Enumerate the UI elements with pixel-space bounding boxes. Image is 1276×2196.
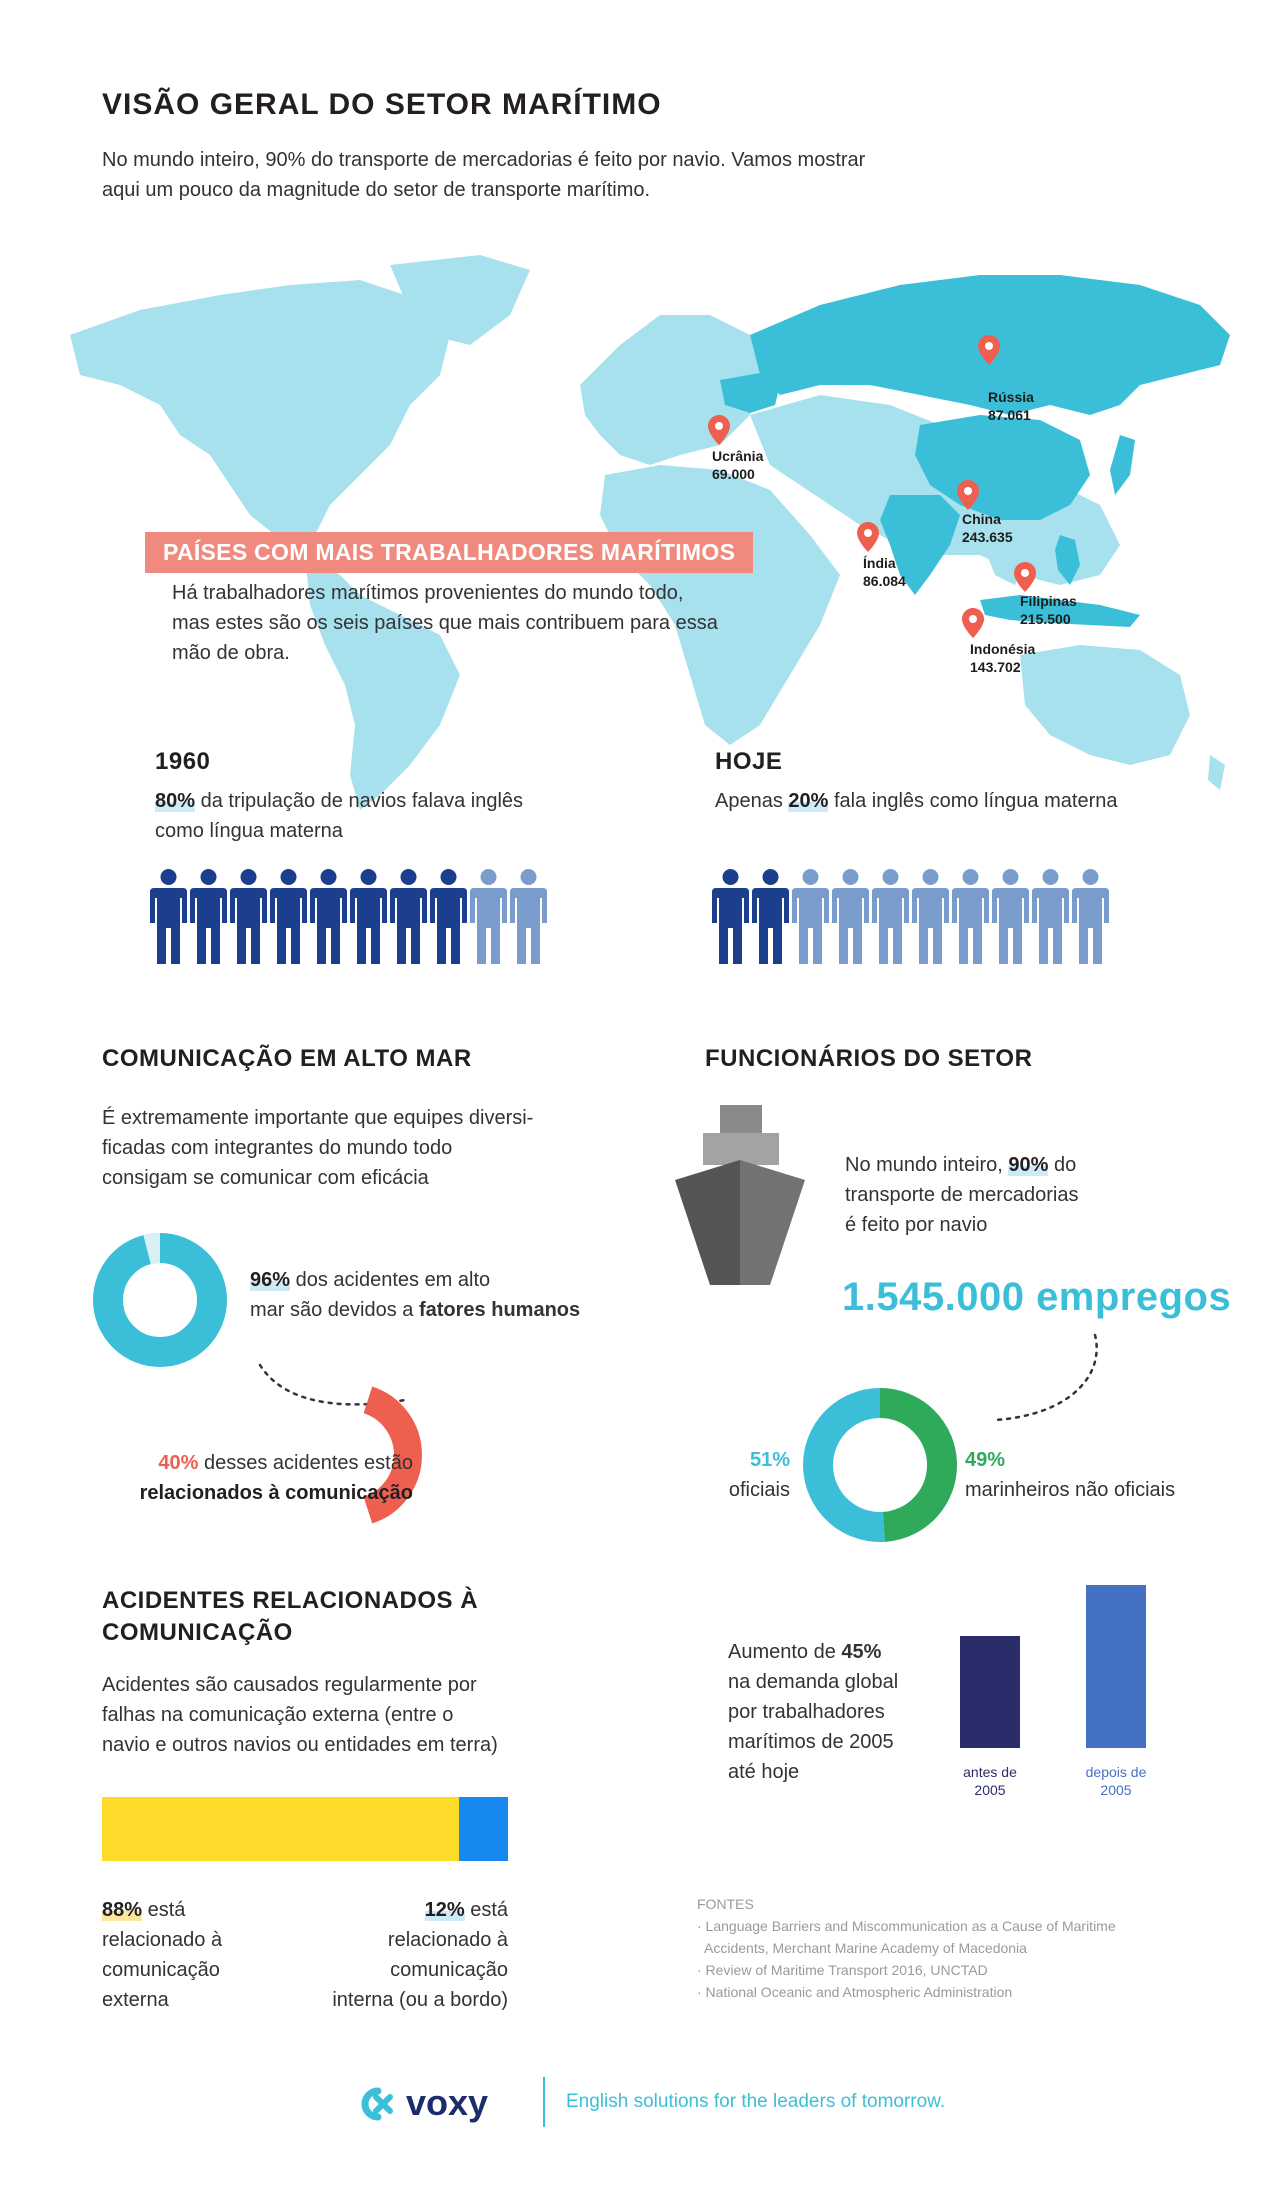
acc-desc-line: Acidentes são causados regularmente por: [102, 1674, 477, 1696]
emp-line: transporte de mercadorias: [845, 1184, 1079, 1206]
dotted-connector: [990, 1330, 1110, 1430]
year-1960-heading: 1960: [155, 748, 211, 775]
person-icon: [992, 868, 1029, 964]
country-value: 243.635: [962, 529, 1013, 545]
person-icon: [390, 868, 427, 964]
country-name: Rússia: [988, 389, 1034, 405]
external-text: [102, 1895, 222, 2015]
land-new-zealand: [1208, 755, 1225, 790]
pct-20: 20%: [788, 790, 829, 812]
communication-title: COMUNICAÇÃO EM ALTO MAR: [102, 1045, 472, 1072]
int-line: interna (ou a bordo): [332, 1989, 508, 2011]
demand-line: Aumento de: [728, 1641, 842, 1663]
brand-name: voxy: [406, 2082, 489, 2123]
footer-divider: [543, 2077, 545, 2127]
map-description: [172, 578, 718, 668]
today-heading: HOJE: [715, 748, 783, 775]
human-line: mar são devidos a: [250, 1299, 419, 1321]
emp-line: do: [1048, 1154, 1077, 1176]
comm-desc-line: consigam se comunicar com eficácia: [102, 1167, 429, 1189]
acc-desc-line: navio e outros navios ou entidades em terra): [102, 1734, 498, 1756]
person-icon: [310, 868, 347, 964]
human-factors-donut: [90, 1230, 230, 1370]
map-desc-line: Há trabalhadores marítimos provenientes do mundo todo,: [172, 582, 684, 604]
person-icon: [792, 868, 829, 964]
map-desc-line: mão de obra.: [172, 642, 290, 664]
accidents-description: [102, 1670, 498, 1760]
officers-donut: [800, 1385, 960, 1545]
employees-description: [845, 1150, 1078, 1240]
int-line: está: [464, 1899, 508, 1921]
people-row-1960: [150, 868, 550, 969]
comm-desc-line: ficadas com integrantes do mundo todo: [102, 1137, 453, 1159]
person-icon: [1032, 868, 1069, 964]
pct-90: 90%: [1008, 1154, 1049, 1176]
external-internal-bar: [102, 1797, 508, 1861]
country-name: Índia: [863, 555, 896, 571]
pct-51: 51%: [749, 1449, 790, 1471]
map-pin-icon: [1014, 562, 1036, 592]
internal-text: [290, 1895, 508, 2015]
human-bold: fatores humanos: [418, 1299, 581, 1321]
people-row-today: [712, 868, 1112, 969]
accidents-title: [102, 1585, 478, 1649]
language-1960-line: como língua materna: [155, 820, 343, 842]
pct-80: 80%: [155, 790, 196, 812]
comm-desc-line: É extremamente importante que equipes diversi-: [102, 1107, 534, 1129]
country-name: Filipinas: [1020, 593, 1077, 609]
jobs-count: 1.545.000 empregos: [842, 1275, 1232, 1319]
person-icon: [1072, 868, 1109, 964]
sailors-segment: [880, 1403, 942, 1527]
int-line: comunicação: [390, 1959, 508, 1981]
person-icon: [430, 868, 467, 964]
demand-bar-chart: [960, 1585, 1160, 1748]
bar-label-line: depois de: [1085, 1764, 1147, 1780]
country-name: Indonésia: [970, 641, 1036, 657]
pct-40: 40%: [158, 1452, 199, 1474]
ext-line: comunicação: [102, 1959, 220, 1981]
demand-line: até hoje: [728, 1761, 800, 1783]
map-pin-icon: [957, 480, 979, 510]
emp-line: é feito por navio: [845, 1214, 988, 1236]
demand-line: por trabalhadores: [728, 1701, 885, 1723]
person-icon: [832, 868, 869, 964]
bar-label-line: antes de: [963, 1764, 1017, 1780]
country-value: 87.061: [988, 407, 1031, 423]
int-line: relacionado à: [387, 1929, 508, 1951]
source-item: · Review of Maritime Transport 2016, UNCTAD: [697, 1962, 988, 1978]
map-pin-icon: [962, 608, 984, 638]
country-name: Ucrânia: [712, 448, 764, 464]
person-icon: [270, 868, 307, 964]
internal-segment: [459, 1797, 508, 1861]
country-label-china: [962, 510, 1013, 546]
sources-title: FONTES: [697, 1896, 754, 1912]
ship-icon: [675, 1105, 805, 1285]
bar-label-line: 2005: [974, 1782, 1006, 1798]
intro-text: [102, 145, 865, 205]
human-line: dos acidentes em alto: [290, 1269, 491, 1291]
map-pin-icon: [978, 335, 1000, 365]
language-1960-line: da tripulação de navios falava inglês: [195, 790, 524, 812]
map-desc-line: mas estes são os seis países que mais contribuem para essa: [172, 612, 718, 634]
source-item: · National Oceanic and Atmospheric Administration: [697, 1984, 1013, 2000]
comm-line: desses acidentes estão: [198, 1452, 413, 1474]
land-japan: [1110, 435, 1135, 495]
intro-line: aqui um pouco da magnitude do setor de transporte marítimo.: [102, 179, 651, 201]
comm-line: relacionados à comunicação: [139, 1482, 413, 1504]
person-icon: [510, 868, 547, 964]
communication-description: [102, 1103, 533, 1193]
acc-desc-line: falhas na comunicação externa (entre o: [102, 1704, 454, 1726]
person-icon: [230, 868, 267, 964]
pct-96: 96%: [250, 1269, 291, 1291]
person-icon: [912, 868, 949, 964]
officers-label: [690, 1445, 790, 1505]
source-item: · Language Barriers and Miscommunication as a Cause of Maritime: [697, 1918, 1116, 1934]
accidents-title-line: COMUNICAÇÃO: [102, 1619, 293, 1646]
language-today-pre: Apenas: [715, 790, 789, 812]
demand-line: marítimos de 2005: [728, 1731, 894, 1753]
country-label-russia: [988, 388, 1034, 424]
intro-line: No mundo inteiro, 90% do transporte de mercadorias é feito por navio. Vamos mostrar: [102, 149, 866, 171]
language-1960-text: [155, 786, 523, 846]
ext-line: está: [142, 1899, 186, 1921]
source-item: Accidents, Merchant Marine Academy of Macedonia: [697, 1940, 1027, 1956]
country-value: 86.084: [863, 573, 906, 589]
bar-after-2005: [1086, 1585, 1146, 1748]
map-pin-icon: [857, 522, 879, 552]
language-today-post: fala inglês como língua materna: [828, 790, 1118, 812]
pct-88: 88%: [102, 1899, 143, 1921]
donut-gap-segment: [147, 1248, 160, 1250]
pct-49: 49%: [965, 1449, 1006, 1471]
communication-pct-text: [105, 1448, 413, 1508]
person-icon: [872, 868, 909, 964]
country-label-indonesia: [970, 640, 1035, 676]
external-segment: [102, 1797, 459, 1861]
land-north-america: [70, 280, 450, 555]
emp-line: No mundo inteiro,: [845, 1154, 1009, 1176]
bar-before-2005: [960, 1636, 1020, 1748]
officers-text: oficiais: [728, 1479, 790, 1501]
demand-text: [728, 1637, 898, 1787]
country-value: 143.702: [970, 659, 1021, 675]
officers-segment: [818, 1403, 884, 1527]
ext-line: externa: [102, 1989, 169, 2011]
map-pin-icon: [708, 415, 730, 445]
footer-tagline: English solutions for the leaders of tomorrow.: [566, 2091, 946, 2112]
pct-12: 12%: [424, 1899, 465, 1921]
country-label-india: [863, 554, 906, 590]
ext-line: relacionado à: [102, 1929, 223, 1951]
bar-label-after: [1076, 1763, 1156, 1799]
bar-label-line: 2005: [1100, 1782, 1132, 1798]
map-banner: PAÍSES COM MAIS TRABALHADORES MARÍTIMOS: [145, 532, 753, 573]
person-icon: [150, 868, 187, 964]
sources-block: [697, 1893, 1116, 2003]
sailors-text: marinheiros não oficiais: [965, 1479, 1176, 1501]
person-icon: [470, 868, 507, 964]
person-icon: [952, 868, 989, 964]
voxy-logo-icon: [356, 2087, 400, 2121]
bar-label-before: [950, 1763, 1030, 1799]
person-icon: [350, 868, 387, 964]
donut-track: [108, 1248, 212, 1352]
pct-45: 45%: [841, 1641, 882, 1663]
person-icon: [712, 868, 749, 964]
sailors-label: [965, 1445, 1175, 1505]
employees-title: FUNCIONÁRIOS DO SETOR: [705, 1045, 1033, 1072]
country-value: 215.500: [1020, 611, 1071, 627]
accidents-title-line: ACIDENTES RELACIONADOS À: [102, 1587, 479, 1614]
person-icon: [752, 868, 789, 964]
page-title: VISÃO GERAL DO SETOR MARÍTIMO: [102, 88, 662, 121]
human-factors-text: [250, 1265, 580, 1325]
person-icon: [190, 868, 227, 964]
demand-line: na demanda global: [728, 1671, 899, 1693]
country-label-philippines: [1020, 592, 1077, 628]
land-australia: [1020, 645, 1190, 765]
country-value: 69.000: [712, 466, 755, 482]
language-today-text: [715, 786, 1117, 816]
country-name: China: [962, 511, 1001, 527]
country-label-ukraine: [712, 447, 763, 483]
